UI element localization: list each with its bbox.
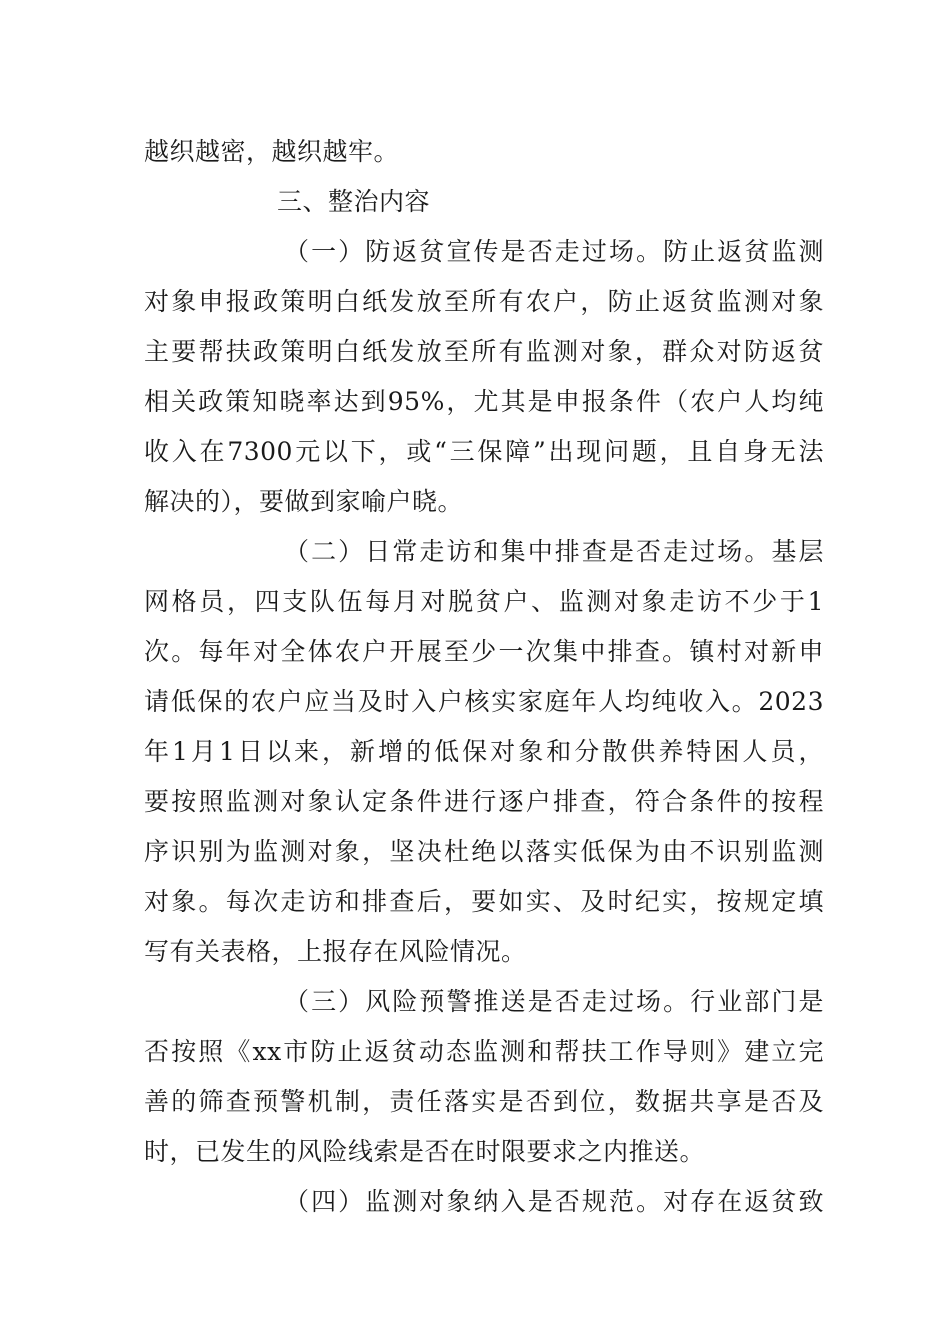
text-line: 对象。每次走访和排查后，要如实、及时纪实，按规定填 <box>144 887 824 916</box>
section-heading: 三、整治内容 <box>277 187 431 216</box>
text-line: 次。每年对全体农户开展至少一次集中排查。镇村对新申 <box>144 637 824 666</box>
text-line: 要按照监测对象认定条件进行逐户排查，符合条件的按程 <box>144 787 824 816</box>
text-line: 年1月1日以来，新增的低保对象和分散供养特困人员， <box>144 737 824 766</box>
text-line: 否按照《xx市防止返贫动态监测和帮扶工作导则》建立完 <box>144 1037 824 1066</box>
paragraph-heading-2: （二）日常走访和集中排查是否走过场。基层 <box>284 537 824 566</box>
text-line: 序识别为监测对象，坚决杜绝以落实低保为由不识别监测 <box>144 837 824 866</box>
text-line: 主要帮扶政策明白纸发放至所有监测对象，群众对防返贫 <box>144 337 824 366</box>
text-line: 收入在7300元以下，或“三保障”出现问题，且自身无法 <box>144 437 824 466</box>
paragraph-heading-1: （一）防返贫宣传是否走过场。防止返贫监测 <box>284 237 824 266</box>
paragraph-heading-3: （三）风险预警推送是否走过场。行业部门是 <box>284 987 824 1016</box>
text-line: 越织越密，越织越牢。 <box>144 137 400 166</box>
text-line: 请低保的农户应当及时入户核实家庭年人均纯收入。2023 <box>144 687 824 716</box>
text-line: 对象申报政策明白纸发放至所有农户，防止返贫监测对象 <box>144 287 824 316</box>
paragraph-heading-4: （四）监测对象纳入是否规范。对存在返贫致 <box>284 1187 824 1216</box>
text-line: 解决的），要做到家喻户晓。 <box>144 487 464 516</box>
text-line: 相关政策知晓率达到95%，尤其是申报条件（农户人均纯 <box>144 387 824 416</box>
text-line: 网格员，四支队伍每月对脱贫户、监测对象走访不少于1 <box>144 587 824 616</box>
text-line: 写有关表格，上报存在风险情况。 <box>144 937 527 966</box>
text-line: 时，已发生的风险线索是否在时限要求之内推送。 <box>144 1137 706 1166</box>
text-line: 善的筛查预警机制，责任落实是否到位，数据共享是否及 <box>144 1087 824 1116</box>
